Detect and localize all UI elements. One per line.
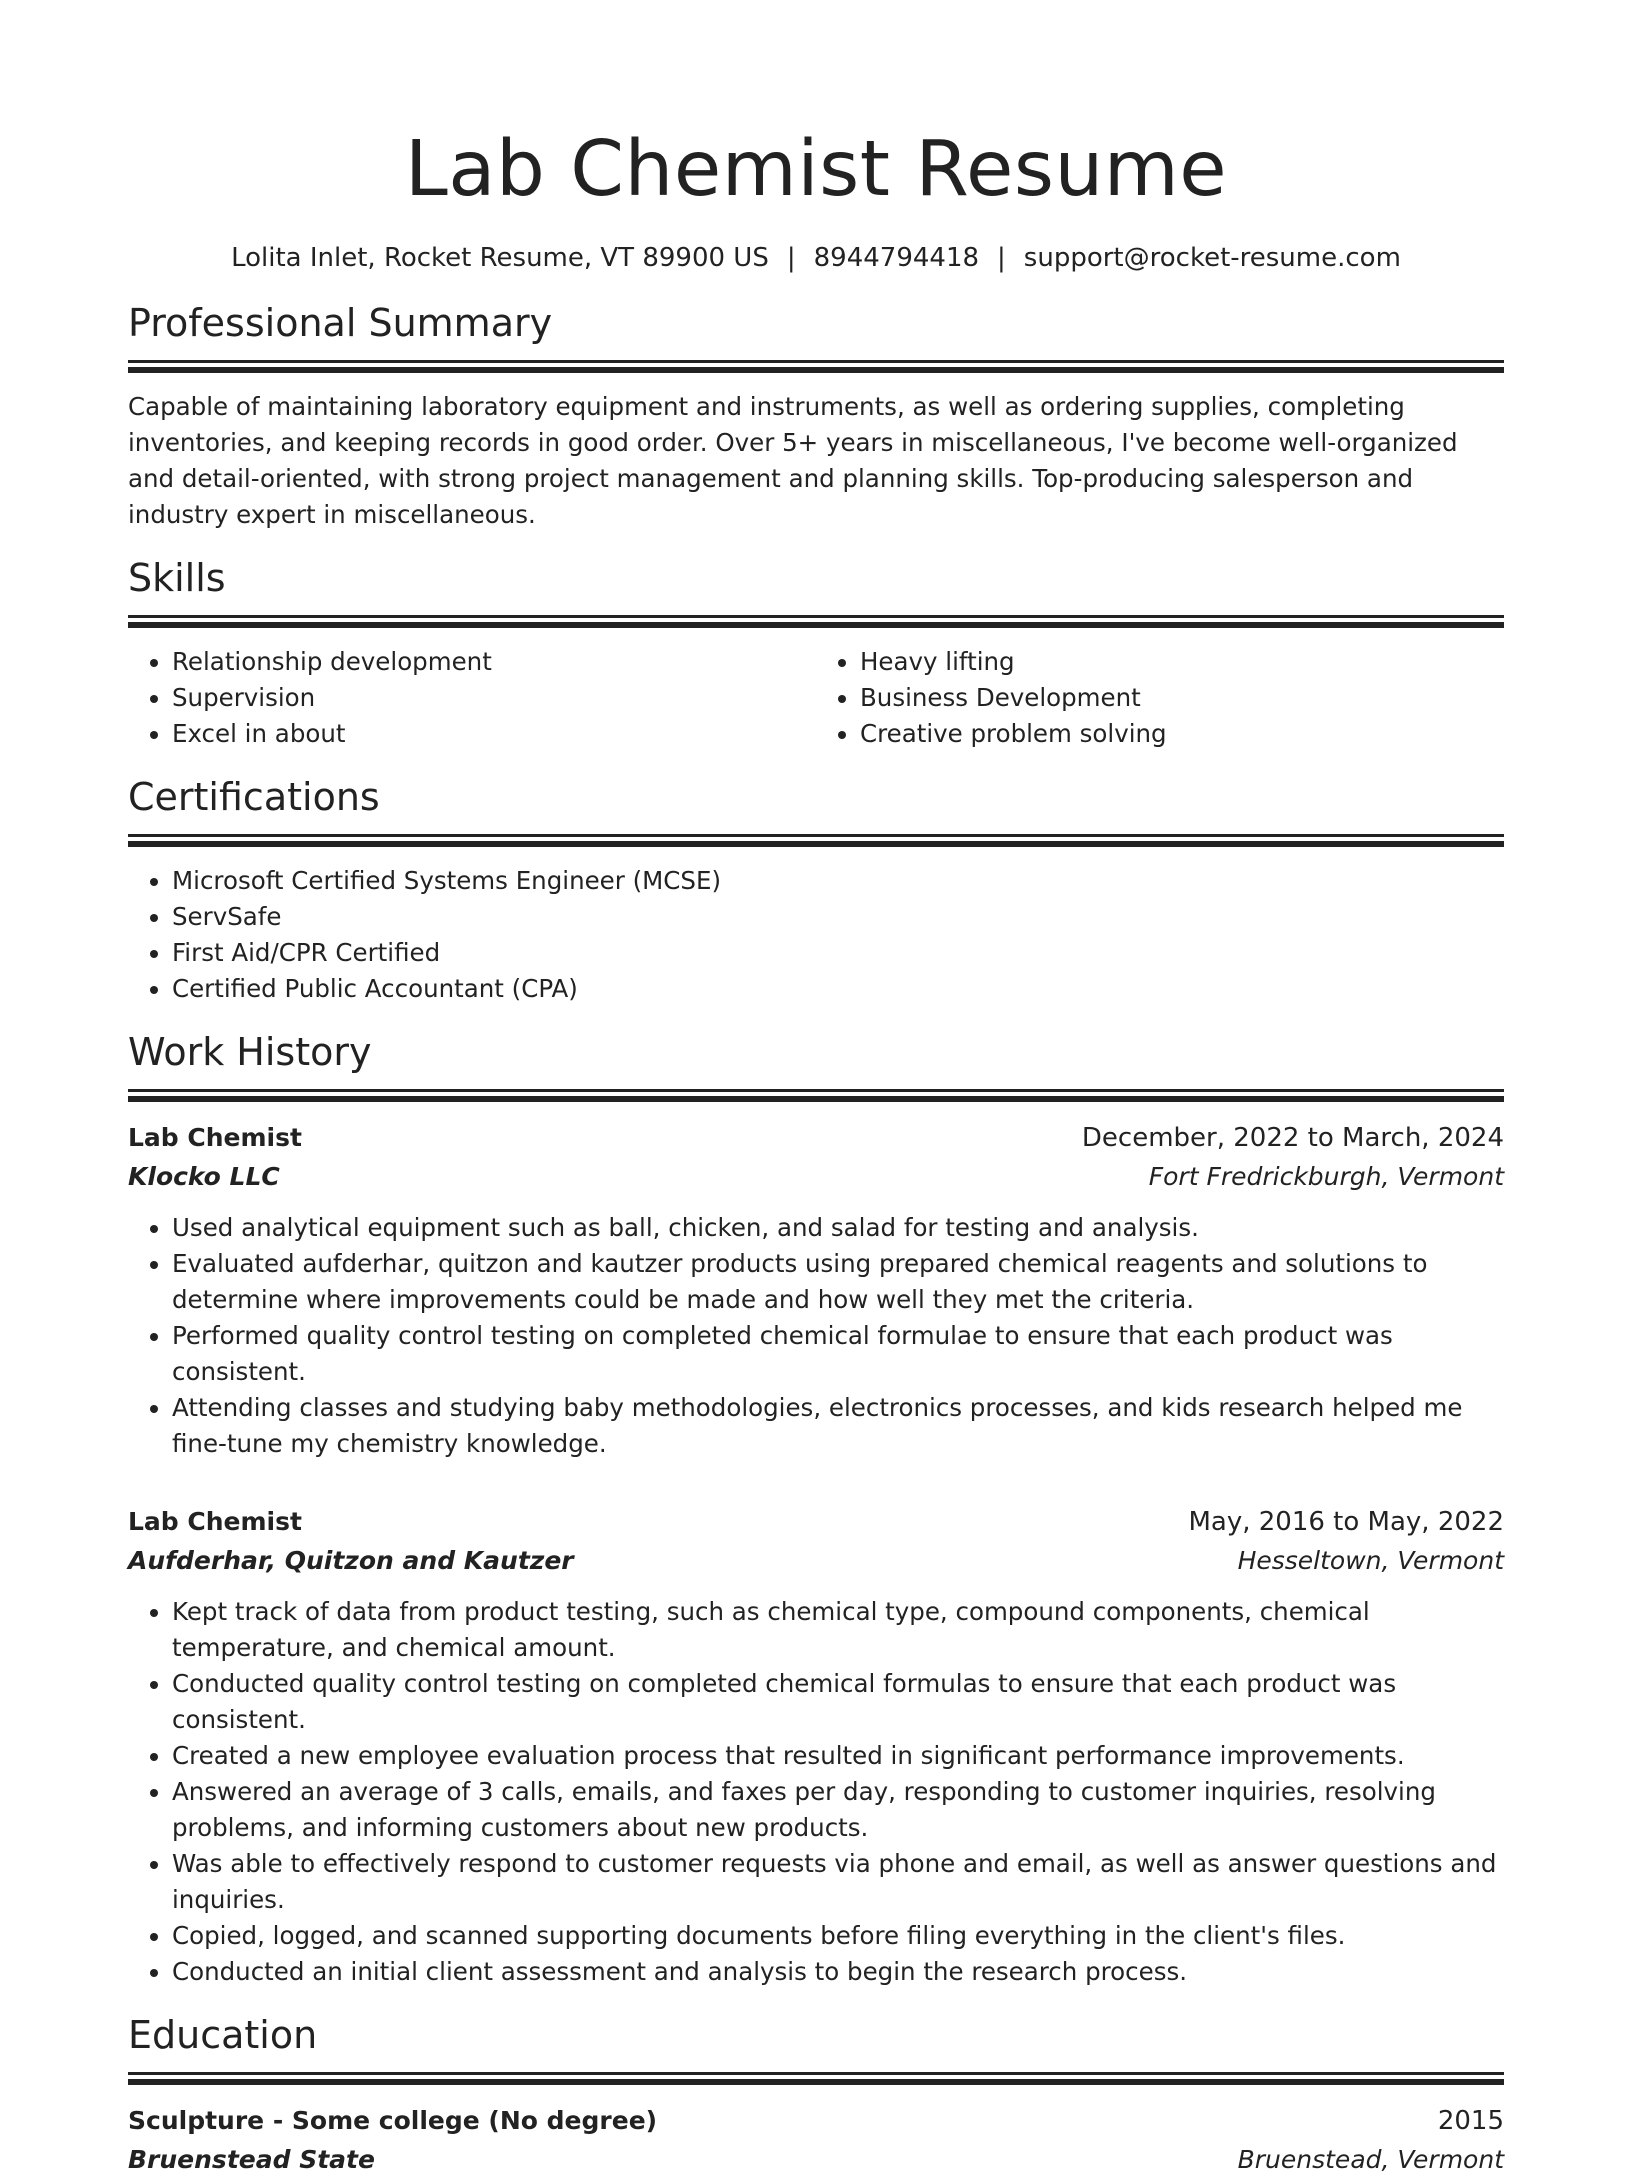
skills-grid xyxy=(128,644,1504,752)
job-duty: • Attending classes and studying baby methodologies, electronics processes, and kids research helped me fine-tune my chemistry knowledge. xyxy=(172,1390,1504,1462)
skills-list-left xyxy=(128,644,816,752)
education-heading: Education xyxy=(128,2013,318,2057)
job-duty: • Performed quality control testing on completed chemical formulae to ensure that each product was consistent. xyxy=(172,1318,1504,1390)
contact-separator: | xyxy=(786,243,796,273)
contact-email: support@rocket-resume.com xyxy=(1023,243,1401,273)
certifications-list xyxy=(128,863,1504,1007)
education-entry xyxy=(128,2101,1504,2179)
education-school: Bruenstead State xyxy=(128,2145,375,2174)
job-duty: • Created a new employee evaluation process that resulted in significant performance improvements. xyxy=(172,1738,1504,1774)
contact-address: Lolita Inlet, Rocket Resume, VT 89900 US xyxy=(231,243,769,273)
work-section xyxy=(128,1007,1504,1990)
skill-item: • Excel in about xyxy=(172,716,816,752)
section-divider xyxy=(128,1089,1504,1092)
job-dates: May, 2016 to May, 2022 xyxy=(1188,1507,1504,1537)
skills-section xyxy=(128,533,1504,752)
contact-separator: | xyxy=(997,243,1006,273)
work-heading: Work History xyxy=(128,1030,372,1074)
skill-item: • Heavy lifting xyxy=(860,644,1504,680)
job-company: Klocko LLC xyxy=(128,1162,280,1191)
certification-item: • Certified Public Accountant (CPA) xyxy=(172,971,1504,1007)
job-duty: • Kept track of data from product testing, such as chemical type, compound components, chemical temperature, and chemical amount. xyxy=(172,1594,1504,1666)
education-degree: Sculpture - Some college (No degree) xyxy=(128,2106,658,2135)
job-location: Hesseltown, Vermont xyxy=(1237,1546,1504,1575)
job-duty: • Was able to effectively respond to customer requests via phone and email, as well as answer questions and inquiries. xyxy=(172,1846,1504,1918)
skill-item: • Relationship development xyxy=(172,644,816,680)
job-duties xyxy=(128,1210,1504,1462)
job-location: Fort Fredrickburgh, Vermont xyxy=(1148,1162,1504,1191)
summary-heading: Professional Summary xyxy=(128,301,553,345)
certification-item: • Microsoft Certified Systems Engineer (MCSE) xyxy=(172,863,1504,899)
job-duty: • Evaluated aufderhar, quitzon and kautzer products using prepared chemical reagents and solutions to determine where improvements could be made and how well they met the criteria. xyxy=(172,1246,1504,1318)
job-duty: • Conducted an initial client assessment and analysis to begin the research process. xyxy=(172,1954,1504,1990)
job-dates: December, 2022 to March, 2024 xyxy=(1081,1123,1504,1153)
job-entry xyxy=(128,1118,1504,1462)
job-title: Lab Chemist xyxy=(128,1123,302,1152)
section-divider xyxy=(128,360,1504,363)
skill-item: • Creative problem solving xyxy=(860,716,1504,752)
section-divider xyxy=(128,615,1504,618)
certification-item: • ServSafe xyxy=(172,899,1504,935)
job-company: Aufderhar, Quitzon and Kautzer xyxy=(128,1546,574,1575)
job-duty: • Conducted quality control testing on completed chemical formulas to ensure that each product was consistent. xyxy=(172,1666,1504,1738)
certifications-section xyxy=(128,752,1504,1007)
certification-item: • First Aid/CPR Certified xyxy=(172,935,1504,971)
certifications-heading: Certifications xyxy=(128,775,380,819)
section-divider xyxy=(128,2072,1504,2075)
skills-heading: Skills xyxy=(128,556,226,600)
job-duty: • Used analytical equipment such as ball, chicken, and salad for testing and analysis. xyxy=(172,1210,1504,1246)
contact-phone: 8944794418 xyxy=(813,243,980,273)
job-title: Lab Chemist xyxy=(128,1507,302,1536)
contact-line xyxy=(128,238,1504,278)
section-divider xyxy=(128,834,1504,837)
education-section xyxy=(128,1990,1504,2179)
job-duty: • Copied, logged, and scanned supporting documents before filing everything in the client's files. xyxy=(172,1918,1504,1954)
education-location: Bruenstead, Vermont xyxy=(1237,2145,1504,2174)
job-duty: • Answered an average of 3 calls, emails, and faxes per day, responding to customer inquiries, resolving problems, and informing customers about new products. xyxy=(172,1774,1504,1846)
summary-section xyxy=(128,278,1504,533)
job-entry xyxy=(128,1502,1504,1990)
education-year: 2015 xyxy=(1437,2106,1504,2136)
skill-item: • Supervision xyxy=(172,680,816,716)
summary-text: Capable of maintaining laboratory equipment and instruments, as well as ordering supplies, completing inventories, and keeping records in good order. Over 5+ years in miscellaneous, I've become well-organized and detail-oriented, with strong project management and planning skills. Top-producing salesperson and industry expert in miscellaneous. xyxy=(128,392,1458,529)
job-duties xyxy=(128,1594,1504,1990)
resume-title: Lab Chemist Resume xyxy=(404,125,1228,214)
skill-item: • Business Development xyxy=(860,680,1504,716)
skills-list-right xyxy=(816,644,1504,752)
